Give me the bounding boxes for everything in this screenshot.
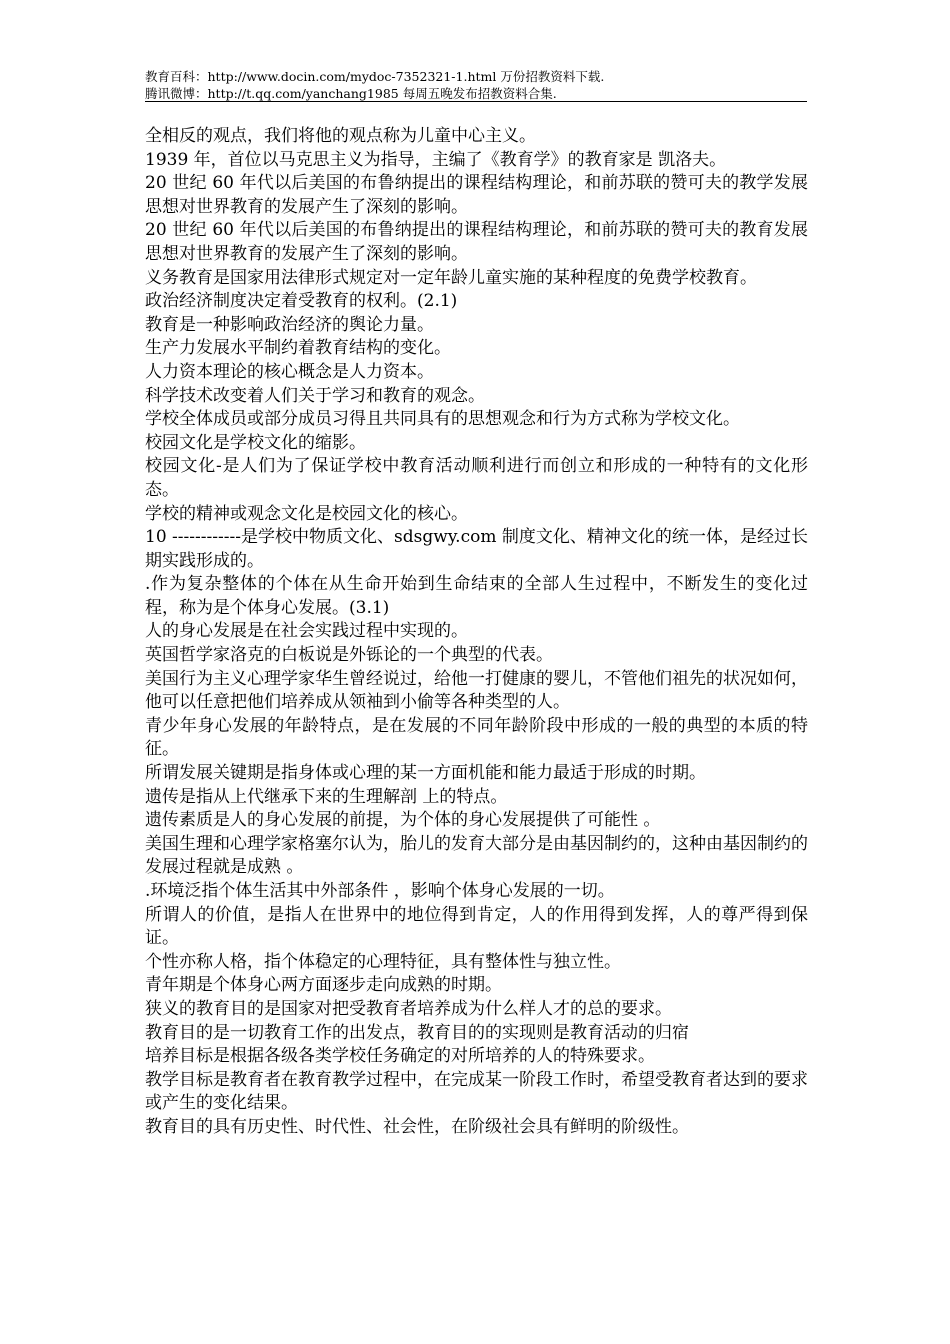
paragraph: 个性亦称人格，指个体稳定的心理特征，具有整体性与独立性。 [145, 951, 621, 972]
paragraph: 所谓发展关键期是指身体或心理的某一方面机能和能力最适于形成的时期。 [145, 763, 706, 784]
paragraph: 20 世纪 60 年代以后美国的布鲁纳提出的课程结构理论，和前苏联的赞可夫的教育发展思想对世界教育的发展产生了深刻的影响。 [145, 220, 808, 264]
paragraph: 狭义的教育目的是国家对把受教育者培养成为什么样人才的总的要求。 [145, 998, 672, 1019]
paragraph: 学校全体成员或部分成员习得且共同具有的思想观念和行为方式称为学校文化。 [145, 409, 740, 430]
document-body [145, 125, 808, 1140]
paragraph: 学校的精神或观念文化是校园文化的核心。 [145, 503, 468, 524]
header-line-docin: 教育百科：http://www.docin.com/mydoc-7352321-1.html 万份招教资料下载. [145, 69, 605, 84]
paragraph: 教育是一种影响政治经济的舆论力量。 [145, 314, 434, 335]
paragraph: 教育目的具有历史性、时代性、社会性，在阶级社会具有鲜明的阶级性。 [145, 1116, 689, 1137]
paragraph: 教育目的是一切教育工作的出发点，教育目的的实现则是教育活动的归宿 [145, 1022, 689, 1043]
paragraph: 校园文化-是人们为了保证学校中教育活动顺利进行而创立和形成的一种特有的文化形态。 [145, 456, 808, 500]
page-header [145, 68, 807, 102]
paragraph: 10 ------------是学校中物质文化、sdsgwy.com 制度文化、精神文化的统一体，是经过长期实践形成的。 [145, 527, 808, 571]
paragraph: 科学技术改变着人们关于学习和教育的观念。 [145, 385, 485, 406]
header-line-weibo: 腾讯微博：http://t.qq.com/yanchang1985 每周五晚发布招教资料合集. [145, 86, 557, 101]
paragraph: 20 世纪 60 年代以后美国的布鲁纳提出的课程结构理论，和前苏联的赞可夫的教学发展思想对世界教育的发展产生了深刻的影响。 [145, 173, 808, 217]
paragraph: 英国哲学家洛克的白板说是外铄论的一个典型的代表。 [145, 645, 553, 666]
paragraph: 1939 年，首位以马克思主义为指导，主编了《教育学》的教育家是 凯洛夫。 [145, 149, 727, 170]
paragraph: .作为复杂整体的个体在从生命开始到生命结束的全部人生过程中，不断发生的变化过程，称为是个体身心发展。(3.1) [145, 574, 808, 618]
paragraph: 人力资本理论的核心概念是人力资本。 [145, 361, 434, 382]
paragraph: 美国生理和心理学家格塞尔认为，胎儿的发育大部分是由基因制约的，这种由基因制约的发展过程就是成熟 。 [145, 833, 808, 878]
paragraph: 青少年身心发展的年龄特点，是在发展的不同年龄阶段中形成的一般的典型的本质的特征。 [145, 715, 808, 760]
paragraph: 美国行为主义心理学家华生曾经说过，给他一打健康的婴儿，不管他们祖先的状况如何，他可以任意把他们培养成从领袖到小偷等各种类型的人。 [145, 668, 808, 713]
paragraph: .环境泛指个体生活其中外部条件 ，影响个体身心发展的一切。 [145, 881, 615, 901]
paragraph: 培养目标是根据各级各类学校任务确定的对所培养的人的特殊要求。 [145, 1046, 655, 1067]
paragraph: 人的身心发展是在社会实践过程中实现的。 [145, 621, 468, 642]
paragraph: 青年期是个体身心两方面逐步走向成熟的时期。 [145, 975, 502, 996]
paragraph: 教学目标是教育者在教育教学过程中，在完成某一阶段工作时，希望受教育者达到的要求或产生的变化结果。 [145, 1069, 808, 1114]
paragraph: 义务教育是国家用法律形式规定对一定年龄儿童实施的某种程度的免费学校教育。 [145, 267, 757, 288]
paragraph: 生产力发展水平制约着教育结构的变化。 [145, 338, 451, 359]
paragraph: 遗传是指从上代继承下来的生理解剖 上的特点。 [145, 786, 508, 807]
header-divider [145, 101, 807, 102]
paragraph: 遗传素质是人的身心发展的前提，为个体的身心发展提供了可能性 。 [145, 810, 661, 831]
paragraph: 全相反的观点，我们将他的观点称为儿童中心主义。 [145, 126, 536, 146]
paragraph: 政治经济制度决定着受教育的权利。(2.1) [145, 291, 458, 312]
paragraph: 校园文化是学校文化的缩影。 [145, 432, 366, 453]
paragraph: 所谓人的价值，是指人在世界中的地位得到肯定，人的作用得到发挥，人的尊严得到保证。 [145, 904, 808, 949]
